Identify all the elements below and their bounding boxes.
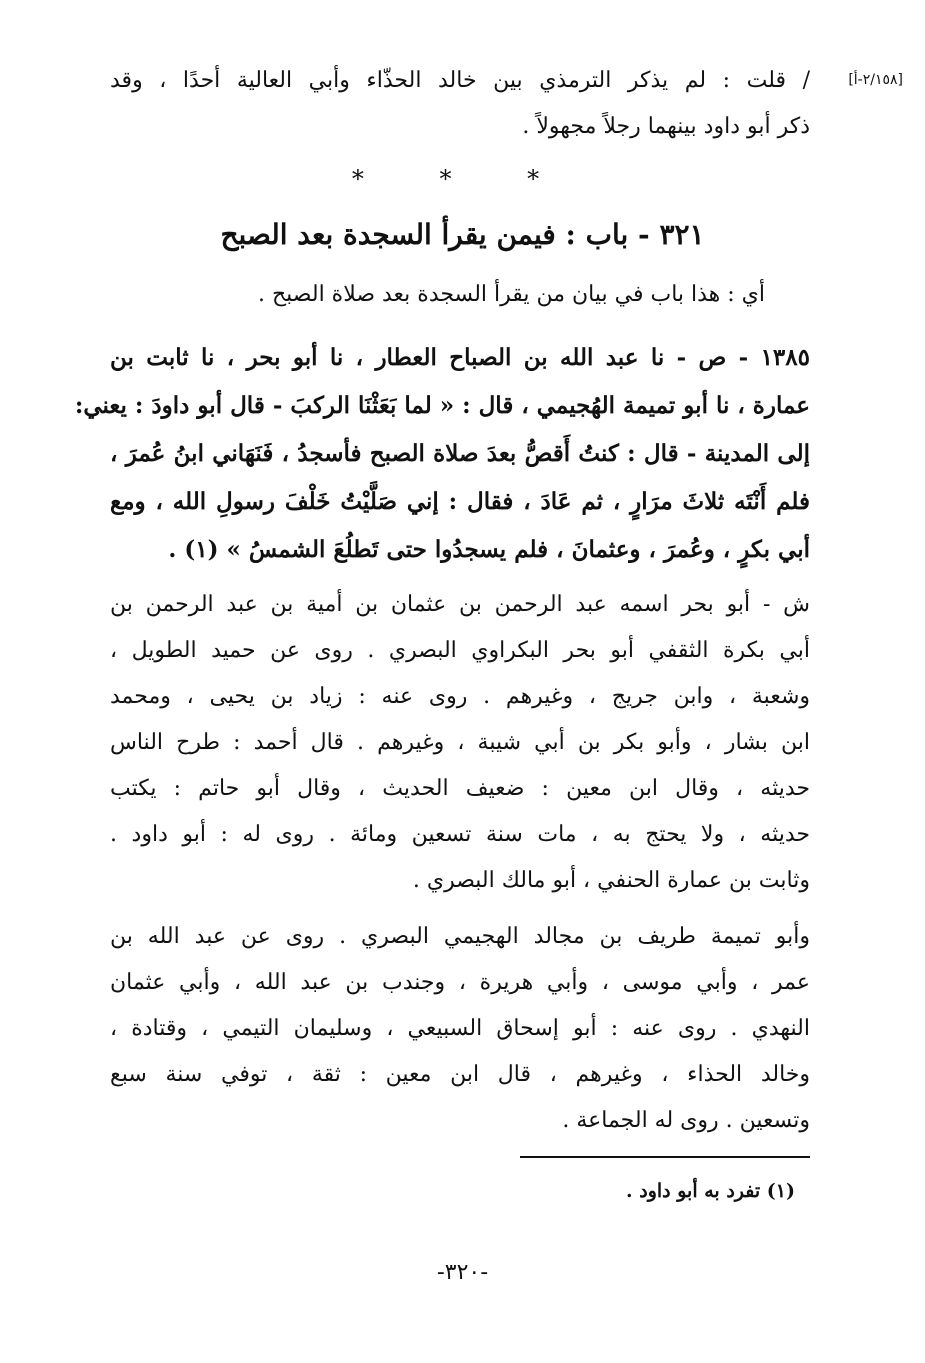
commentary-line: أبي بكرة الثقفي أبو بحر البكراوي البصري . روى عن حميد الطويل ، [110,638,810,663]
commentary-line: ش - أبو بحر اسمه عبد الرحمن بن عثمان بن أمية بن عبد الرحمن بن [110,592,810,617]
hadith-line: عمارة ، نا أبو تميمة الهُجيمي ، قال : « لما بَعَثْنَا الركبَ - قال أبو داودَ : يعني: [74,392,810,419]
commentary-paragraph-2 [110,914,810,1144]
footnote-divider [520,1156,810,1158]
section-separator: * * * [351,165,574,193]
hadith-line: ١٣٨٥ - ص - نا عبد الله بن الصباح العطار ، نا أبو بحر ، نا ثابت بن [110,344,810,371]
commentary-paragraph-1 [110,582,810,904]
hadith-text [74,334,810,574]
intro-line: / قلت : لم يذكر الترمذي بين خالد الحذّاء وأبي العالية أحدًا ، وقد [110,68,810,93]
commentary-line: النهدي . روى عنه : أبو إسحاق السبيعي ، وسليمان التيمي ، وقتادة ، [110,1016,810,1041]
commentary-line: وشعبة ، وابن جريج ، وغيرهم . روى عنه : زياد بن يحيى ، ومحمد [110,684,810,709]
commentary-line: حديثه ، ولا يحتج به ، مات سنة تسعين ومائة . روى له : أبو داود . [110,822,810,847]
page-number: -٣٢٠- [436,1260,489,1285]
margin-reference: [٢/١٥٨-أ] [848,72,903,88]
commentary-line: عمر ، وأبي موسى ، وأبي هريرة ، وجندب بن عبد الله ، وأبي عثمان [110,970,810,995]
commentary-line: ابن بشار ، وأبو بكر بن أبي شيبة ، وغيرهم . قال أحمد : طرح الناس [110,730,810,755]
hadith-line: فلم أَنْتَه ثلاثَ مرَارٍ ، ثم عَادَ ، فقال : إني صَلَّيْتُ خَلْفَ رسولِ الله ، ومع [110,488,810,515]
intro-paragraph [110,58,810,150]
chapter-subtitle: أي : هذا باب في بيان من يقرأ السجدة بعد صلاة الصبح . [257,282,765,307]
commentary-line: وتسعين . روى له الجماعة . [562,1108,810,1133]
chapter-title: ٣٢١ - باب : فيمن يقرأ السجدة بعد الصبح [220,218,705,251]
commentary-line: وثابت بن عمارة الحنفي ، أبو مالك البصري . [412,868,810,893]
intro-line: ذكر أبو داود بينهما رجلاً مجهولاً . [522,114,810,139]
hadith-line: إلى المدينة - قال : كنتُ أَقصُّ بعدَ صلاة الصبح فأسجدُ ، فَنَهَاني ابنُ عُمرَ ، [110,440,810,467]
commentary-line: حديثه ، وقال ابن معين : ضعيف الحديث ، وقال أبو حاتم : يكتب [110,776,810,801]
footnote: (١) تفرد به أبو داود . [626,1180,795,1202]
hadith-line: أبي بكرٍ ، وعُمرَ ، وعثمانَ ، فلم يسجدُوا حتى تَطلُعَ الشمسُ » (١) . [168,536,810,563]
commentary-line: وأبو تميمة طريف بن مجالد الهجيمي البصري . روى عن عبد الله بن [110,924,810,949]
commentary-line: وخالد الحذاء ، وغيرهم ، قال ابن معين : ثقة ، توفي سنة سبع [110,1062,810,1087]
